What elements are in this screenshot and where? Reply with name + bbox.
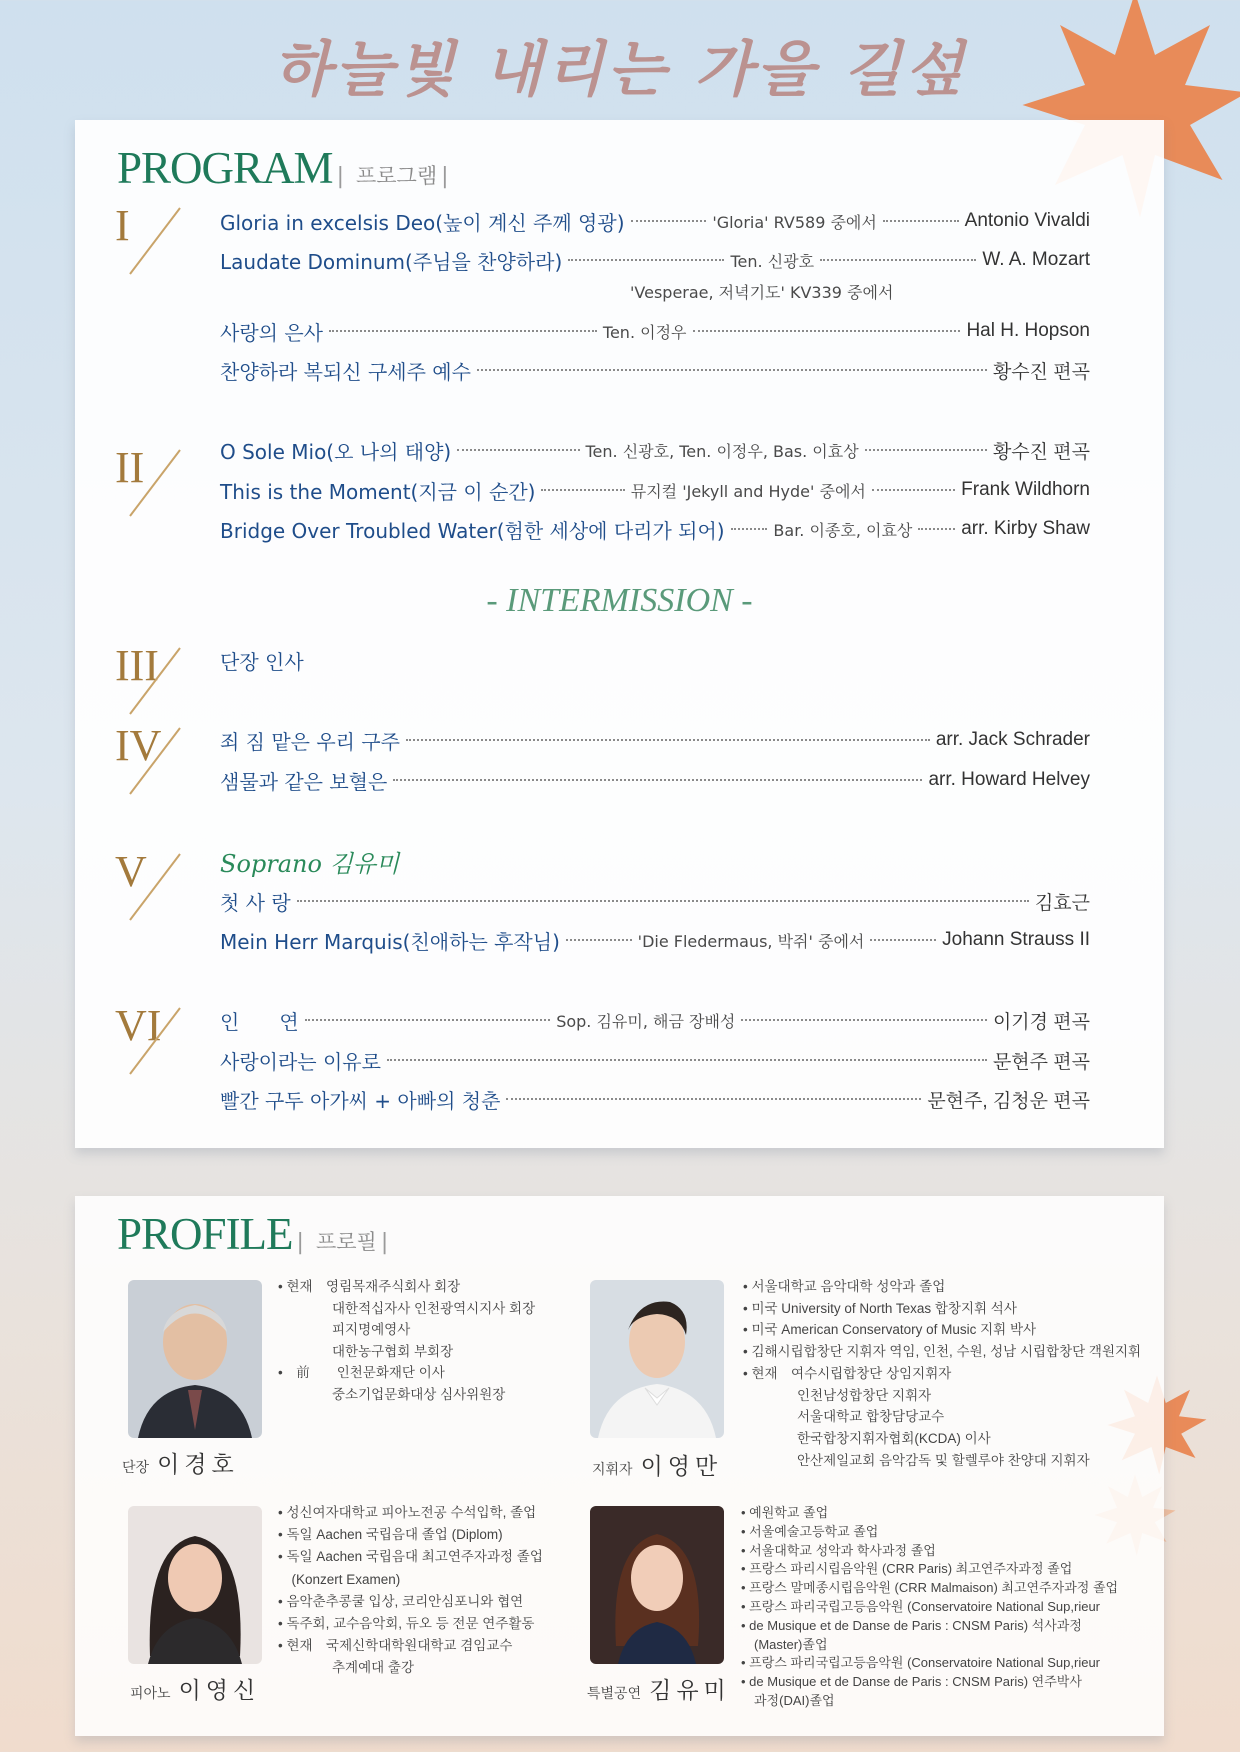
person-bio: • 성신여자대학교 피아노전공 수석입학, 졸업 • 독일 Aachen 국립음대 졸업 (Diplom) • 독일 Aachen 국립음대 최고연주자과정 졸업 (Konzert Examen) • 음악춘추콩쿨 입상, 코리안심포니와 협연 • 독주회, 교수음악회, 듀오 등 전문 연주활동 • 현재 국제신학대학원대학교 겸임교수 추계예대 출강 xyxy=(278,1505,543,1676)
section-numeral-1: I xyxy=(115,200,185,280)
program-panel xyxy=(75,120,1164,1148)
section-numeral-5: V xyxy=(115,846,185,926)
avatar xyxy=(590,1506,724,1664)
program-row: 샘물과 같은 보혈은 arr. Howard Helvey xyxy=(220,769,1090,794)
program-row: 첫 사 랑 김효근 xyxy=(220,890,1090,915)
program-heading-en: PROGRAM xyxy=(117,143,333,193)
program-heading: PROGRAM | 프로그램 | xyxy=(117,143,449,193)
avatar xyxy=(590,1280,724,1438)
program-row: 단장 인사 xyxy=(220,649,304,674)
soprano-label: Soprano 김유미 xyxy=(220,850,400,878)
avatar xyxy=(128,1280,262,1438)
program-row: Bridge Over Troubled Water(험한 세상에 다리가 되어) Bar. 이종호, 이효상 arr. Kirby Shaw xyxy=(220,518,1091,543)
profile-heading: PROFILE | 프로필 | xyxy=(117,1209,389,1259)
person-caption: 지휘자 이영만 xyxy=(592,1454,723,1480)
program-row: Mein Herr Marquis(친애하는 후작님) 'Die Fledermaus, 박쥐' 중에서 Johann Strauss II xyxy=(220,929,1091,954)
page-title: 하늘빛 내리는 가을 길섶 xyxy=(272,35,968,105)
avatar xyxy=(128,1506,262,1664)
program-row-sub: 'Vesperae, 저녁기도' KV339 중에서 xyxy=(630,283,894,302)
program-row: 찬양하라 복되신 구세주 예수 황수진 편곡 xyxy=(220,359,1090,384)
program-row: 빨간 구두 아가씨 + 아빠의 청춘 문현주, 김청운 편곡 xyxy=(220,1088,1090,1113)
program-row: 사랑이라는 이유로 문현주 편곡 xyxy=(220,1049,1090,1074)
section-numeral-6: VI xyxy=(115,1000,185,1080)
intermission-label: - INTERMISSION - xyxy=(486,582,753,619)
person-caption: 피아노 이영신 xyxy=(130,1678,261,1704)
program-row: This is the Moment(지금 이 순간) 뮤지컬 'Jekyll and Hyde' 중에서 Frank Wildhorn xyxy=(220,479,1090,504)
profile-heading-en: PROFILE xyxy=(117,1209,293,1259)
section-numeral-3: III xyxy=(115,640,185,720)
program-row: Laudate Dominum(주님을 찬양하라) Ten. 신광호 W. A. Mozart xyxy=(220,249,1091,274)
program-row: 사랑의 은사 Ten. 이정우 Hal H. Hopson xyxy=(220,320,1090,345)
person-bio: • 현재 영림목재주식회사 회장 대한적십자사 인천광역시지사 회장 피지명예영사 대한농구협회 부회장 • 前 인천문화재단 이사 중소기업문화대상 심사위원장 xyxy=(278,1279,536,1402)
person-caption: 특별공연 김유미 xyxy=(587,1678,731,1704)
profile-heading-ko: 프로필 xyxy=(315,1230,377,1254)
section-numeral-2: II xyxy=(115,442,185,522)
person-bio: • 예원학교 졸업 • 서울예술고등학교 졸업 • 서울대학교 성악과 학사과정 졸업 • 프랑스 파리시립음악원 (CRR Paris) 최고연주자과정 졸업 • 프랑스 말메종시립음악원 (CRR Malmaison) 최고연주자과정 졸업 • 프랑스 파리국립고등음악원 (Conservatoire National Sup,rieur • de Musique et de Danse de Paris : CNSM Paris) 석사과정 (Master)졸업 • 프랑스 파리국립고등음악원 (Conservatoire National Sup,rieur • de Musique et de Danse de Paris : CNSM Paris) 연주박사 과정(DAI)졸업 xyxy=(741,1505,1119,1708)
program-row: 죄 짐 맡은 우리 구주 arr. Jack Schrader xyxy=(220,729,1090,754)
person-caption: 단장 이경호 xyxy=(122,1452,239,1478)
person-bio: • 서울대학교 음악대학 성악과 졸업 • 미국 University of North Texas 합창지휘 석사 • 미국 American Conservatory of Music 지휘 박사 • 김해시립합창단 지휘자 역임, 인천, 수원, 성남 시립합창단 객원지휘 • 현재 여수시립합창단 상임지휘자 인천남성합창단 지휘자 서울대학교 합창담당교수 한국합창지휘자협회(KCDA) 이사 안산제일교회 음악감독 및 할렐루야 찬양대 지휘자 xyxy=(743,1279,1142,1468)
program-row: 인 연 Sop. 김유미, 해금 장배성 이기경 편곡 xyxy=(220,1009,1091,1034)
program-heading-ko: 프로그램 xyxy=(355,164,438,188)
program-row: Gloria in excelsis Deo(높이 계신 주께 영광) 'Gloria' RV589 중에서 Antonio Vivaldi xyxy=(220,210,1090,235)
profile-panel xyxy=(75,1196,1164,1736)
section-numeral-4: IV xyxy=(115,720,185,800)
program-row: O Sole Mio(오 나의 태양) Ten. 신광호, Ten. 이정우, Bas. 이효상 황수진 편곡 xyxy=(220,439,1090,464)
